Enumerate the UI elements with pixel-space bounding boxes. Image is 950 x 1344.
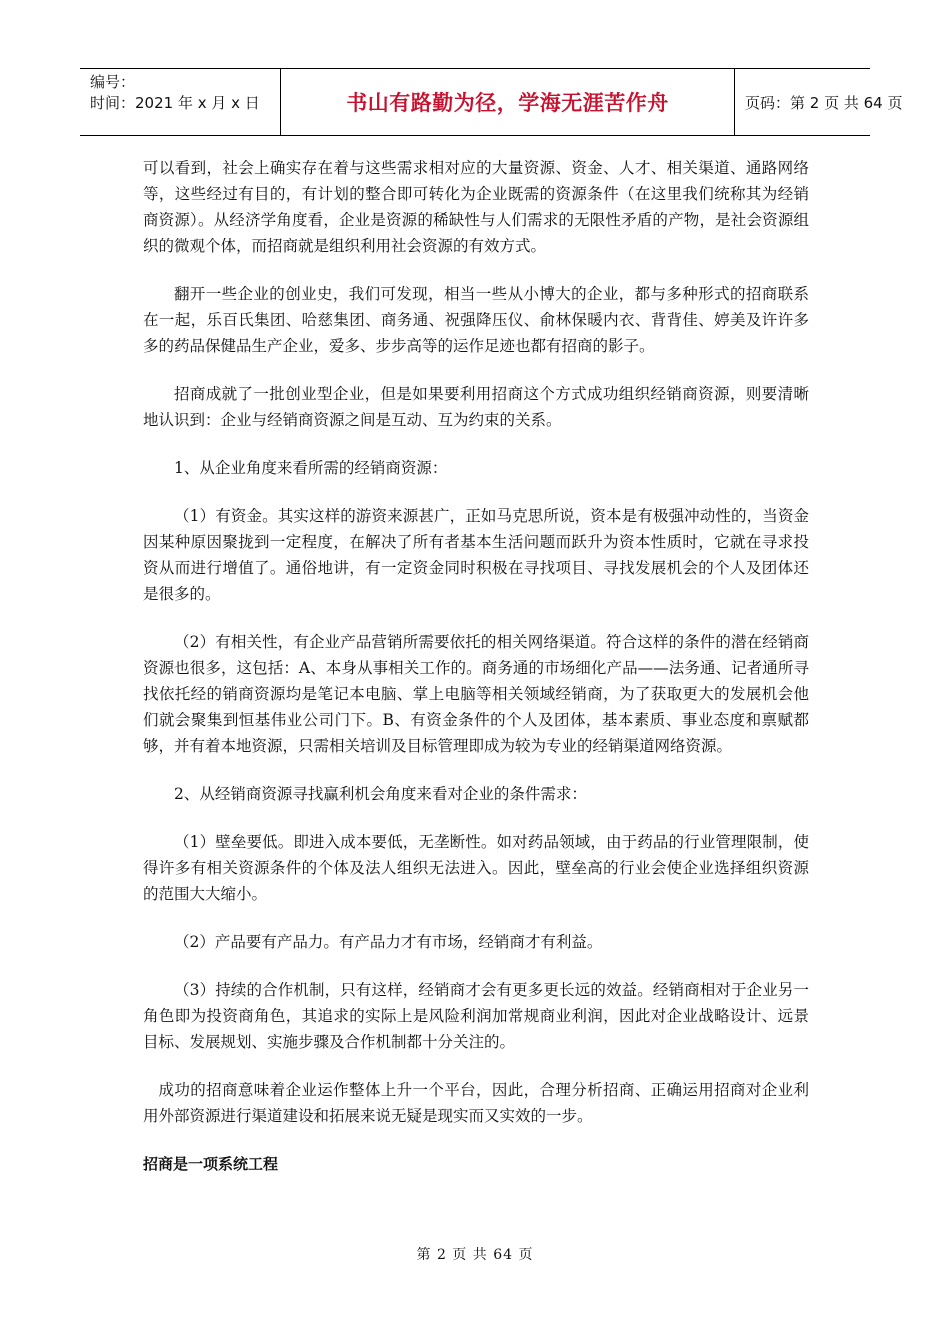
- document-body: [143, 155, 809, 1177]
- page-header: [80, 68, 903, 136]
- header-meta: [80, 69, 280, 135]
- section-heading-2: 2、从经销商资源寻找赢利机会角度来看对企业的条件需求：: [174, 785, 587, 803]
- header-page-number: 页码：第 2 页 共 64 页: [745, 93, 903, 112]
- body-paragraph: （1）有资金。其实这样的游资来源甚广，正如马克思所说，资本是有极强冲动性的，当资金因某种原因聚拢到一定程度，在解决了所有者基本生活问题而跃升为资本性质时，它就在寻求投资从而进行增值了。通俗地讲，有一定资金同时积极在寻找项目、寻找发展机会的个人及团体还是很多的。: [143, 507, 809, 603]
- page-footer: 第 2 页 共 64 页: [416, 1247, 534, 1263]
- body-paragraph: 翻开一些企业的创业史，我们可发现，相当一些从小博大的企业，都与多种形式的招商联系在一起，乐百氏集团、哈慈集团、商务通、祝强降压仪、俞林保暖内衣、背背佳、婷美及许许多多的药品保健品生产企业，爱多、步步高等的运作足迹也都有招商的影子。: [143, 285, 809, 355]
- document-number-label: 编号：: [90, 73, 136, 91]
- body-paragraph: 招商成就了一批创业型企业，但是如果要利用招商这个方式成功组织经销商资源，则要清晰地认识到：企业与经销商资源之间是互动、互为约束的关系。: [143, 385, 809, 429]
- document-date-label: 时间：2021 年 x 月 x 日: [90, 94, 260, 112]
- section-heading-1: 1、从企业角度来看所需的经销商资源：: [174, 459, 448, 477]
- body-paragraph: （1）壁垒要低。即进入成本要低，无垄断性。如对药品领域，由于药品的行业管理限制，使得许多有相关资源条件的个体及法人组织无法进入。因此，壁垒高的行业会使企业选择组织资源的范围大大缩小。: [143, 833, 809, 903]
- body-paragraph: （2）产品要有产品力。有产品力才有市场，经销商才有利益。: [174, 933, 603, 951]
- header-motto: 书山有路勤为径，学海无涯苦作舟: [280, 69, 735, 135]
- bold-section-title: 招商是一项系统工程: [143, 1155, 279, 1173]
- body-paragraph: （2）有相关性，有企业产品营销所需要依托的相关网络渠道。符合这样的条件的潜在经销商资源也很多，这包括：A、本身从事相关工作的。商务通的市场细化产品——法务通、记者通所寻找依托经的销商资源均是笔记本电脑、掌上电脑等相关领域经销商，为了获取更大的发展机会他们就会聚集到恒基伟业公司门下。B、有资金条件的个人及团体，基本素质、事业态度和禀赋都够，并有着本地资源，只需相关培训及目标管理即成为较为专业的经销渠道网络资源。: [143, 633, 809, 755]
- body-paragraph: （3）持续的合作机制，只有这样，经销商才会有更多更长远的效益。经销商相对于企业另一角色即为投资商角色，其追求的实际上是风险利润加常规商业利润，因此对企业战略设计、远景目标、发展规划、实施步骤及合作机制都十分关注的。: [143, 981, 809, 1051]
- body-paragraph: 可以看到，社会上确实存在着与这些需求相对应的大量资源、资金、人才、相关渠道、通路网络等，这些经过有目的，有计划的整合即可转化为企业既需的资源条件（在这里我们统称其为经销商资源）。从经济学角度看，企业是资源的稀缺性与人们需求的无限性矛盾的产物，是社会资源组织的微观个体，而招商就是组织利用社会资源的有效方式。: [143, 159, 809, 255]
- body-paragraph: 成功的招商意味着企业运作整体上升一个平台，因此，合理分析招商、正确运用招商对企业利用外部资源进行渠道建设和拓展来说无疑是现实而又实效的一步。: [143, 1081, 809, 1125]
